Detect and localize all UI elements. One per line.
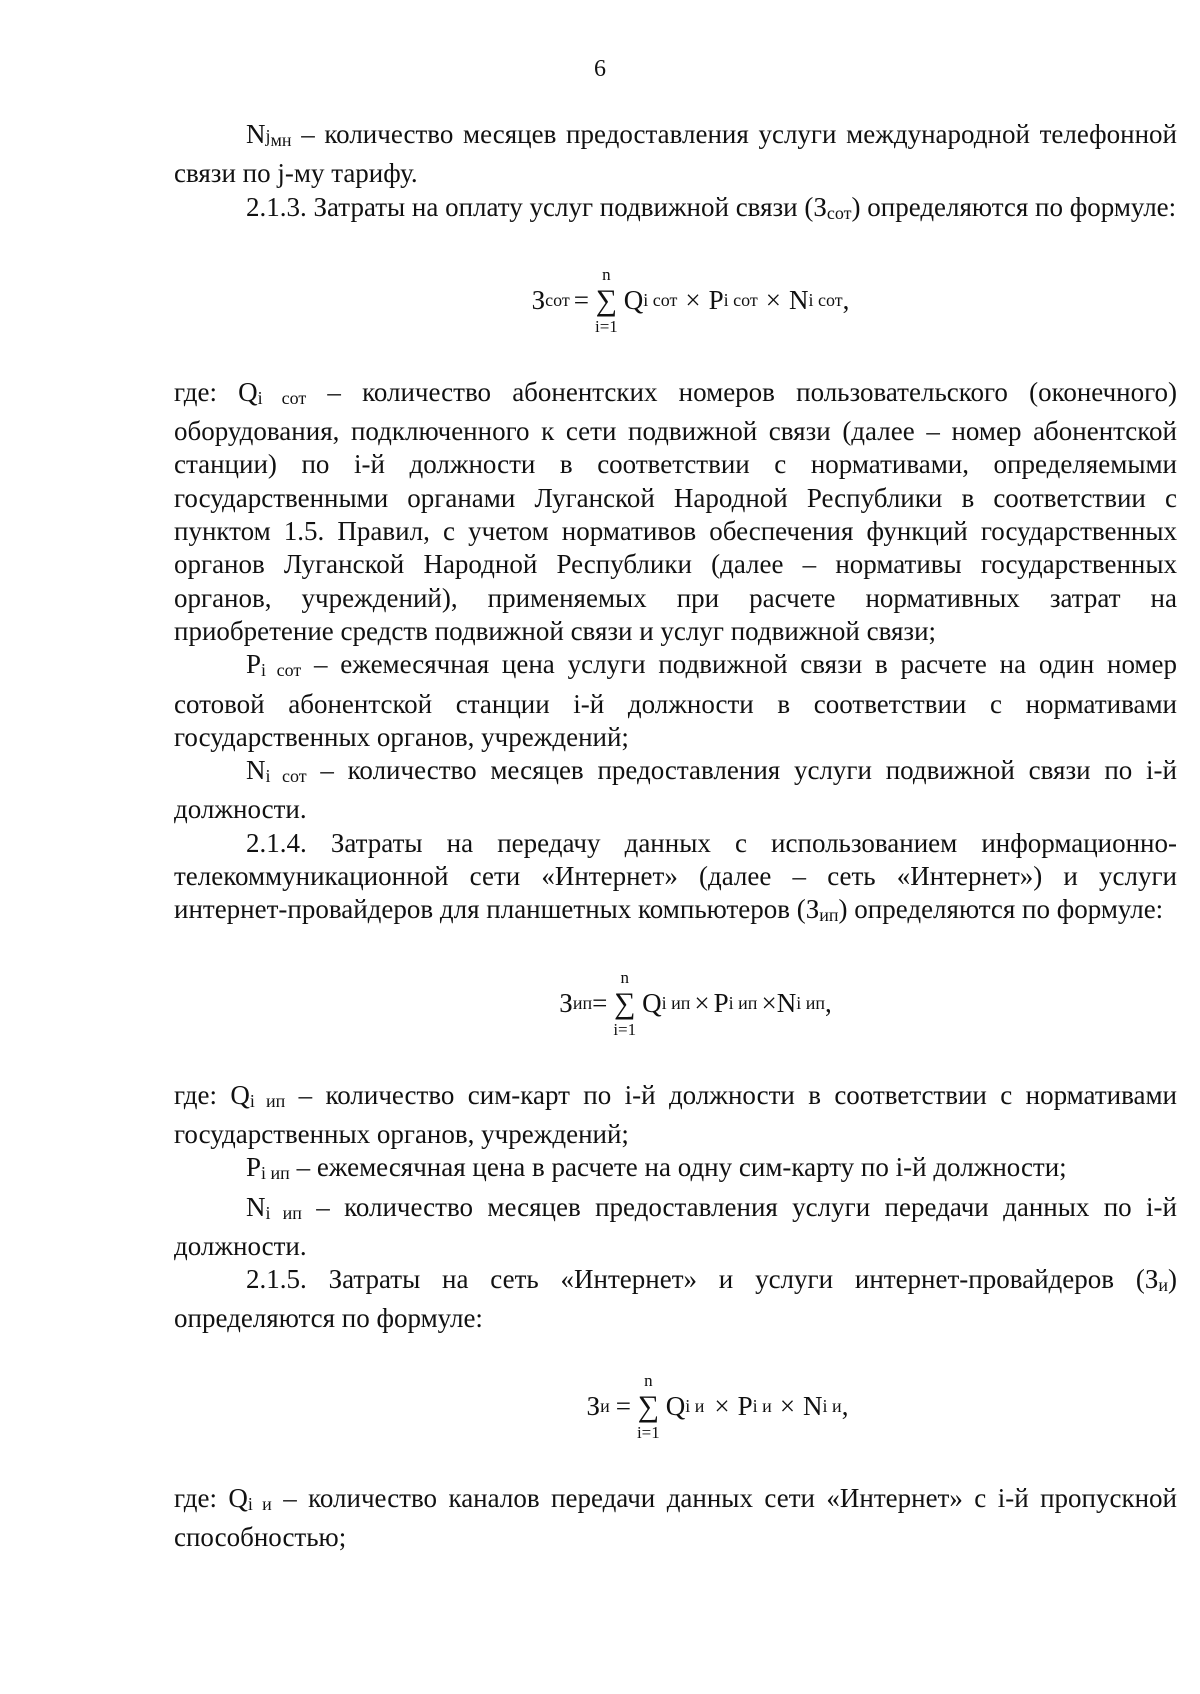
sum-operator	[637, 1370, 660, 1444]
subscript: ип	[819, 905, 839, 926]
paragraph-2-1-3	[174, 191, 1177, 230]
symbol: N	[803, 1391, 823, 1422]
subscript: i сот	[265, 766, 307, 787]
subscript: мн	[270, 130, 292, 150]
sum-lower-limit: i=1	[613, 1019, 637, 1039]
paragraph-q-i	[174, 1482, 1177, 1555]
symbol: N	[246, 1191, 266, 1222]
punctuation: ,	[841, 1391, 849, 1422]
paragraph-nj-mn	[174, 118, 1177, 191]
symbol: З	[813, 191, 827, 222]
paragraph-p-sot	[174, 648, 1177, 754]
paragraph-text: – количество абонентских номеров пользовательского (оконечного) оборудования, подключенного к сети подвижной связи (далее – номер абонентской станции) по i-й должности в соответствии с нормативами, определяемыми государственными органами Луганской Народной Республики в соответствии с пунктом 1.5. Правил, с учетом нормативов обеспечения функций государственных органов Луганской Народной Республики (далее – нормативы государственных органов, учреждений), применяемых при расчете нормативных затрат на приобретение средств подвижной связи и услуг подвижной связи;	[174, 376, 1177, 646]
symbol: Q	[642, 987, 662, 1018]
subscript: i и	[247, 1493, 272, 1514]
subscript: i ип	[661, 992, 691, 1013]
sum-operator	[613, 967, 636, 1041]
times-sign: ×	[685, 285, 701, 316]
symbol: P	[708, 285, 724, 316]
equals-sign: =	[615, 1391, 631, 1422]
paragraph-text: – количество месяцев предоставления услуги передачи данных по i-й должности.	[174, 1191, 1177, 1261]
paragraph-text: – количество сим-карт по i-й должности в соответствии с нормативами государственных органов, учреждений;	[174, 1079, 1178, 1149]
subscript: j	[265, 126, 271, 146]
symbol: Q	[665, 1391, 686, 1422]
subscript: i сот	[257, 387, 307, 408]
paragraph-q-sot	[174, 376, 1177, 648]
subscript: i и	[752, 1396, 772, 1417]
subscript: и	[1158, 1275, 1168, 1296]
symbol: N	[776, 987, 797, 1018]
formula-lhs: З	[531, 285, 546, 316]
sum-lower-limit: i=1	[594, 316, 618, 336]
paragraph-text: – количество месяцев предоставления услуги подвижной связи по i-й должности.	[174, 755, 1177, 825]
symbol: P	[246, 649, 262, 680]
paragraph-p-ip	[174, 1151, 1177, 1190]
paragraph-text: где: Q	[174, 1079, 250, 1110]
times-sign: ×	[779, 1391, 796, 1422]
subscript: i ип	[796, 992, 825, 1013]
symbol: P	[246, 1152, 262, 1183]
subscript: i и	[822, 1396, 842, 1417]
paragraph-2-1-4	[174, 827, 1177, 933]
sum-operator	[595, 264, 618, 338]
subscript: i ип	[261, 1163, 290, 1184]
formula-z-sot	[204, 264, 1177, 338]
sum-lower-limit: i=1	[636, 1422, 660, 1442]
subscript: сот	[545, 290, 570, 311]
paragraph-text: 2.1.3. Затраты на оплату услуг подвижной связи (	[246, 191, 814, 222]
symbol: P	[713, 987, 729, 1018]
sigma-icon: ∑	[637, 1389, 660, 1423]
times-sign: ×	[761, 987, 777, 1018]
paragraph-text: – ежемесячная цена в расчете на одну сим-карту по i-й должности;	[289, 1152, 1067, 1183]
paragraph-text: ) определяются по формуле:	[851, 191, 1177, 222]
symbol: Q	[623, 285, 644, 316]
paragraph-text: – количество каналов передачи данных сети «Интернет» с i-й пропускной способностью;	[174, 1482, 1178, 1553]
times-sign: ×	[765, 285, 782, 316]
paragraph-text: где: Q	[174, 1482, 248, 1513]
paragraph-2-1-5	[174, 1263, 1177, 1336]
subscript: i и	[685, 1396, 705, 1417]
subscript: i сот	[723, 290, 758, 311]
subscript: i сот	[643, 290, 678, 311]
symbol: N	[246, 119, 266, 149]
formula-lhs: З	[559, 987, 573, 1018]
equals-sign: =	[573, 285, 589, 316]
subscript: i ип	[265, 1202, 302, 1223]
equals-sign: =	[592, 987, 608, 1018]
paragraph-text: 2.1.5. Затраты на сеть «Интернет» и услуги интернет-провайдеров (З	[246, 1264, 1159, 1295]
formula-lhs: З	[586, 1391, 601, 1422]
paragraph-text: 2.1.4. Затраты на передачу данных с использованием информационно-телекоммуникационной сети «Интернет» (далее – сеть «Интернет») и услуги интернет-провайдеров для планшетных компьютеров (З	[174, 827, 1177, 925]
punctuation: ,	[842, 285, 850, 316]
times-sign: ×	[714, 1391, 730, 1422]
sigma-icon: ∑	[614, 986, 636, 1020]
punctuation: ,	[824, 987, 832, 1018]
subscript: i ип	[249, 1090, 286, 1111]
subscript: i сот	[261, 660, 302, 681]
subscript: и	[600, 1396, 610, 1417]
formula-z-i	[258, 1370, 1177, 1444]
subscript: i сот	[808, 290, 843, 311]
paragraph-n-ip	[174, 1191, 1177, 1264]
paragraph-text: – ежемесячная цена услуги подвижной связи в расчете на один номер сотовой абонентской станции i-й должности в соответствии с нормативами государственных органов, учреждений;	[174, 649, 1178, 752]
sum-upper-limit: n	[602, 264, 611, 284]
document-body	[174, 118, 1177, 1554]
page-number: 6	[594, 56, 606, 82]
paragraph-text: где: Q	[174, 376, 258, 407]
paragraph-n-sot	[174, 754, 1177, 827]
sum-upper-limit: n	[620, 967, 629, 987]
subscript: i ип	[728, 992, 758, 1013]
paragraph-q-ip	[174, 1079, 1177, 1152]
formula-z-ip	[214, 967, 1177, 1041]
symbol: N	[789, 285, 809, 316]
subscript: ип	[572, 992, 593, 1013]
times-sign: ×	[694, 987, 710, 1018]
paragraph-text: ) определяются по формуле:	[174, 1264, 1177, 1334]
sigma-icon: ∑	[595, 283, 618, 317]
symbol: P	[737, 1391, 753, 1422]
symbol: N	[246, 755, 266, 786]
paragraph-text: ) определяются по формуле:	[838, 894, 1164, 925]
sum-upper-limit: n	[644, 1370, 653, 1390]
subscript: сот	[826, 202, 852, 223]
paragraph-text: – количество месяцев предоставления услуги международной телефонной связи по j-му тарифу.	[174, 119, 1177, 189]
